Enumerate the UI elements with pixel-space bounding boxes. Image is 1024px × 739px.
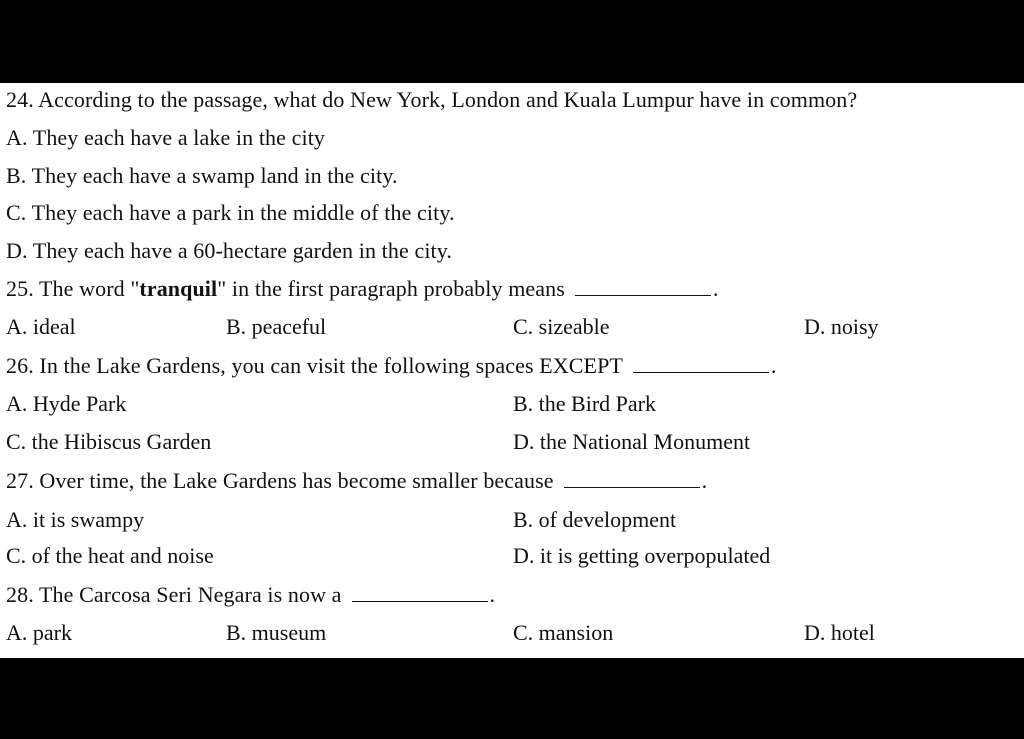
question-26 [6,353,777,379]
q28-option-a: A. park [6,620,72,645]
q28-text: 28. The Carcosa Seri Negara is now a [6,582,342,607]
question-25 [6,276,719,302]
question-27 [6,468,707,494]
blank-period: . [489,582,496,607]
q26-option-a: A. Hyde Park [6,391,127,416]
question-28 [6,582,495,608]
q26-text: 26. In the Lake Gardens, you can visit the following spaces EXCEPT [6,353,623,378]
q25-keyword: tranquil [139,276,218,301]
answer-blank [564,469,700,488]
q26-option-d: D. the National Monument [513,429,751,454]
q25-text-end: " in the first paragraph probably means [217,276,565,301]
answer-blank [352,583,488,602]
q24-option-c: C. They each have a park in the middle of the city. [6,200,455,225]
q26-option-b: B. the Bird Park [513,391,656,416]
blank-period: . [770,353,777,378]
q27-text: 27. Over time, the Lake Gardens has become smaller because [6,468,554,493]
q25-option-d: D. noisy [804,314,879,339]
answer-blank [633,354,769,373]
q28-option-c: C. mansion [513,620,614,645]
blank-period: . [712,276,719,301]
q27-option-c: C. of the heat and noise [6,543,214,568]
q25-text-start: 25. The word " [6,276,140,301]
q28-option-b: B. museum [226,620,327,645]
answer-blank [575,277,711,296]
blank-period: . [701,468,708,493]
q24-option-d: D. They each have a 60-hectare garden in the city. [6,238,453,263]
q27-option-d: D. it is getting overpopulated [513,543,771,568]
q27-option-a: A. it is swampy [6,507,145,532]
q25-option-b: B. peaceful [226,314,327,339]
q28-option-d: D. hotel [804,620,875,645]
q24-option-a: A. They each have a lake in the city [6,125,326,150]
worksheet-page [0,83,1024,658]
question-24: 24. According to the passage, what do New York, London and Kuala Lumpur have in common? [6,87,858,112]
q25-option-c: C. sizeable [513,314,610,339]
q26-option-c: C. the Hibiscus Garden [6,429,212,454]
q27-option-b: B. of development [513,507,677,532]
q24-option-b: B. They each have a swamp land in the city. [6,163,398,188]
q25-option-a: A. ideal [6,314,76,339]
